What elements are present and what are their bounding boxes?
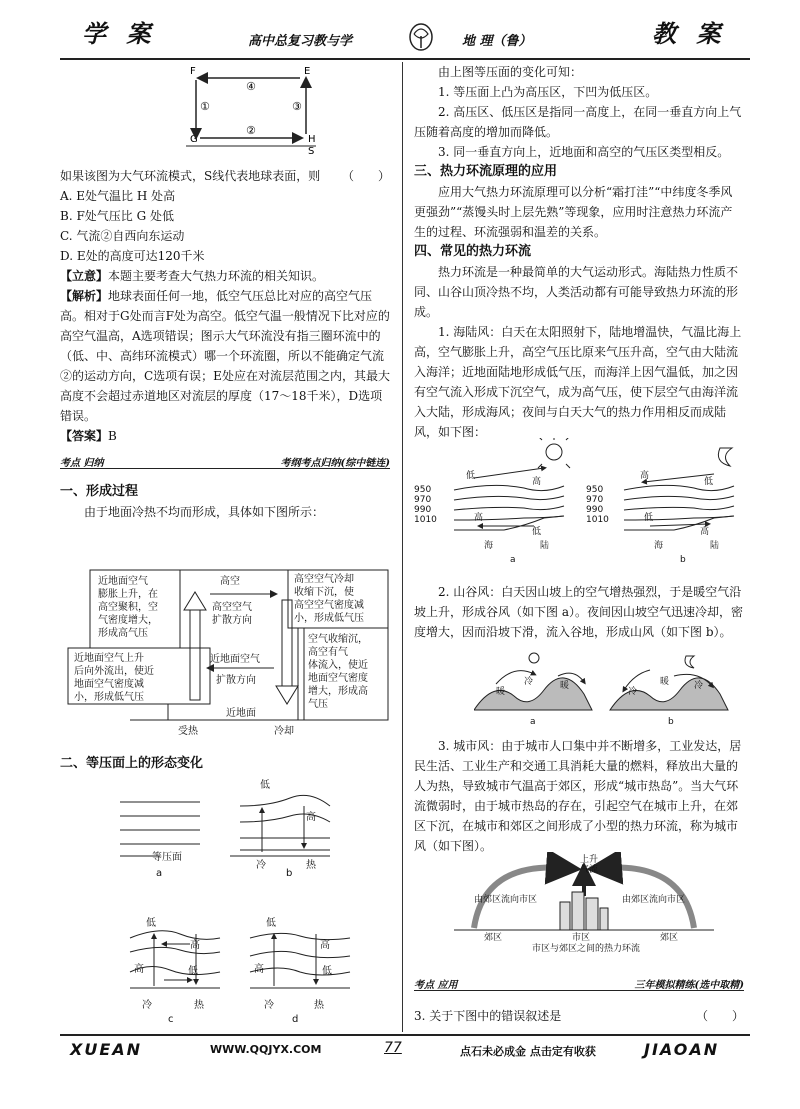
svg-text:小，形成低气压: 小，形成低气压 bbox=[294, 613, 364, 624]
svg-text:高: 高 bbox=[306, 812, 316, 823]
svg-text:海: 海 bbox=[654, 541, 664, 551]
svg-text:b: b bbox=[286, 868, 293, 879]
label-c1: ① bbox=[200, 100, 210, 113]
section-1 bbox=[60, 482, 390, 522]
option-c: C. 气流②自西向东运动 bbox=[60, 229, 185, 243]
section-1-text: 由于地面冷热不均而形成，具体如下图所示： bbox=[84, 505, 325, 519]
svg-text:高: 高 bbox=[320, 940, 330, 951]
svg-text:970: 970 bbox=[414, 495, 432, 505]
svg-text:高: 高 bbox=[134, 964, 144, 975]
svg-text:气密度增大，: 气密度增大， bbox=[98, 615, 158, 626]
svg-text:1010: 1010 bbox=[414, 515, 437, 525]
label-f: F bbox=[190, 66, 196, 77]
svg-text:陆: 陆 bbox=[710, 541, 720, 551]
section-1-title: 一、形成过程 bbox=[60, 484, 139, 499]
header-right-title: 教 案 bbox=[652, 20, 727, 48]
svg-text:高: 高 bbox=[640, 471, 650, 481]
label-c4: ④ bbox=[246, 80, 256, 93]
footer-right: JIAOAN bbox=[644, 1040, 720, 1059]
svg-text:低: 低 bbox=[644, 513, 654, 523]
svg-text:由郊区流向市区: 由郊区流向市区 bbox=[474, 895, 538, 905]
header-subject: 地 理（鲁） bbox=[462, 34, 532, 49]
svg-text:陆: 陆 bbox=[540, 541, 550, 551]
svg-text:a: a bbox=[530, 717, 536, 726]
svg-text:市区与郊区之间的热力环流: 市区与郊区之间的热力环流 bbox=[532, 944, 641, 952]
svg-text:冷: 冷 bbox=[524, 677, 534, 687]
svg-text:后向外流出，使近: 后向外流出，使近 bbox=[74, 666, 154, 677]
footer-url: WWW.QQJYX.COM bbox=[210, 1043, 322, 1056]
svg-text:冷: 冷 bbox=[264, 1000, 274, 1011]
svg-text:低: 低 bbox=[146, 918, 156, 929]
svg-text:990: 990 bbox=[414, 505, 432, 515]
svg-text:冷却: 冷却 bbox=[274, 726, 294, 737]
svg-text:高: 高 bbox=[254, 964, 264, 975]
svg-text:郊区: 郊区 bbox=[484, 933, 503, 943]
sea-land-breeze-text: 1. 海陆风：白天在太阳照射下，陆地增温快，气温比海上高，空气膨胀上升，高空气压比原来气压升高，空气由大陆流入海洋；近地面陆地形成低气压，而海洋上因气温低，加之因有空气流入形成下沉空气，成为高气压，使下层空气由海洋流入大陆，形成海风；夜间与白天大气的热力作用相反而成陆风，如下图： bbox=[414, 325, 742, 439]
svg-text:市区: 市区 bbox=[572, 933, 591, 943]
svg-text:b: b bbox=[668, 717, 674, 726]
svg-text:冷: 冷 bbox=[694, 681, 704, 691]
option-a: A. E处气温比 H 处高 bbox=[60, 189, 176, 203]
svg-text:950: 950 bbox=[586, 485, 604, 495]
svg-text:气流: 气流 bbox=[580, 865, 599, 875]
svg-text:高空空气密度减: 高空空气密度减 bbox=[294, 600, 364, 611]
svg-text:地面空气密度减: 地面空气密度减 bbox=[74, 679, 144, 690]
label-c2: ② bbox=[246, 124, 256, 137]
svg-text:由郊区流向市区: 由郊区流向市区 bbox=[622, 895, 686, 905]
svg-text:近地面空气: 近地面空气 bbox=[210, 654, 260, 665]
right-point-1: 1. 等压面上凸为高压区，下凹为低压区。 bbox=[438, 85, 658, 99]
svg-text:膨胀上升，在: 膨胀上升，在 bbox=[98, 589, 158, 600]
svg-text:低: 低 bbox=[322, 966, 332, 977]
svg-text:气压: 气压 bbox=[308, 699, 328, 710]
svg-text:低: 低 bbox=[466, 471, 476, 481]
svg-text:低: 低 bbox=[704, 477, 714, 487]
svg-text:等压面: 等压面 bbox=[152, 852, 182, 863]
section-4-intro: 热力环流是一种最简单的大气运动形式。海陆热力性质不同、山谷山顶冷热不均，人类活动都有可能导致热力环流的形成。 bbox=[414, 265, 739, 319]
svg-text:低: 低 bbox=[260, 780, 270, 791]
svg-text:高空聚积，空: 高空聚积，空 bbox=[98, 602, 158, 613]
intent-label: 【立意】 bbox=[60, 269, 109, 283]
valley-breeze-text: 2. 山谷风：白天因山坡上的空气增热强烈，于是暖空气沿坡上升，形成谷风（如下图 a）。夜间因山坡空气迅速冷却，密度增大，因而沿坡下滑，流入谷地，形成山风（如下图 b）。 bbox=[414, 585, 743, 639]
intent-text: 本题主要考查大气热力环流的相关知识。 bbox=[108, 269, 325, 283]
emblem-icon bbox=[408, 22, 434, 52]
svg-text:b: b bbox=[680, 555, 686, 565]
label-g: G bbox=[190, 134, 198, 145]
left-column bbox=[60, 62, 390, 446]
svg-text:高: 高 bbox=[700, 527, 710, 537]
band-summary: 考点 归纳 考纲考点归纳(综中链连) bbox=[60, 454, 390, 469]
footer-rule bbox=[60, 1034, 750, 1036]
question-1-stem: 如果该图为大气环流模式，S线代表地球表面，则 bbox=[60, 169, 321, 183]
column-divider bbox=[402, 62, 403, 1032]
header-rule bbox=[60, 58, 750, 60]
footer-slogan: 点石未必成金 点击定有收获 bbox=[460, 1045, 596, 1058]
answer-text: B bbox=[108, 429, 117, 443]
svg-text:1010: 1010 bbox=[586, 515, 609, 525]
right-point-2: 2. 高压区、低压区是指同一高度上，在同一垂直方向上气压随着高度的增加而降低。 bbox=[414, 105, 742, 139]
svg-text:暖: 暖 bbox=[560, 681, 570, 691]
right-column bbox=[414, 62, 744, 442]
svg-text:高: 高 bbox=[532, 477, 542, 487]
svg-text:近地面空气上升: 近地面空气上升 bbox=[74, 653, 144, 664]
label-e: E bbox=[304, 66, 311, 77]
svg-text:高空: 高空 bbox=[220, 576, 240, 587]
isobar-diagrams bbox=[60, 776, 390, 1026]
svg-text:a: a bbox=[156, 868, 163, 879]
label-h: H bbox=[308, 134, 316, 145]
page-footer bbox=[0, 1034, 800, 1064]
svg-text:受热: 受热 bbox=[178, 726, 198, 737]
section-2-title: 二、等压面上的形态变化 bbox=[60, 756, 204, 771]
svg-text:970: 970 bbox=[586, 495, 604, 505]
svg-text:冷: 冷 bbox=[628, 687, 638, 697]
question-3 bbox=[414, 1006, 744, 1026]
svg-text:扩散方向: 扩散方向 bbox=[216, 675, 256, 686]
page-number: 77 bbox=[384, 1040, 402, 1056]
svg-text:海: 海 bbox=[484, 541, 494, 551]
section-3-title: 三、热力环流原理的应用 bbox=[414, 164, 558, 179]
section-3-text: 应用大气热力环流原理可以分析“霜打洼”“中纬度冬季风更强劲”“蒸馒头时上层先熟”等现象，应用时注意热力环流产生的过程、环流强弱和温差的关系。 bbox=[414, 185, 733, 239]
question-3-stem: 3. 关于下图中的错误叙述是 bbox=[414, 1009, 562, 1023]
svg-text:c: c bbox=[168, 1014, 174, 1025]
circulation-box-diagram bbox=[60, 62, 390, 162]
question-3-blank: （ ） bbox=[695, 1009, 744, 1023]
svg-text:d: d bbox=[292, 1014, 299, 1025]
formation-diagram bbox=[60, 548, 390, 738]
label-s: S bbox=[308, 146, 315, 157]
analysis-text: 地球表面任何一地，低空气压总比对应的高空气压高。相对于G处而言F处为高空。低空气温一般情况下比对应的高空气温高，A选项错误；图示大气环流没有指三圈环流中的（低、中、高纬环流模式）哪一个环流圈，所以不能确定气流②的运动方向，C选项有误；E处应在对流层范围之内，其最大高度不会超过赤道地区对流层的厚度（17～18千米），D选项错误。 bbox=[60, 289, 390, 423]
city-text-block bbox=[414, 736, 744, 856]
footer-left: XUEAN bbox=[70, 1040, 143, 1059]
svg-text:高空空气: 高空空气 bbox=[212, 602, 252, 613]
valley-text-block bbox=[414, 582, 744, 642]
label-c3: ③ bbox=[292, 100, 302, 113]
sea-land-breeze-diagram bbox=[414, 438, 744, 568]
svg-text:高: 高 bbox=[190, 940, 200, 951]
option-d: D. E处的高度可达120千米 bbox=[60, 249, 205, 263]
svg-text:暖: 暖 bbox=[496, 687, 506, 697]
svg-text:热: 热 bbox=[314, 1000, 324, 1011]
page-header bbox=[0, 8, 800, 64]
svg-text:a: a bbox=[510, 555, 516, 565]
svg-text:小，形成低气压: 小，形成低气压 bbox=[74, 692, 144, 703]
svg-text:扩散方向: 扩散方向 bbox=[212, 615, 252, 626]
question-1-blank: （ ） bbox=[341, 169, 390, 183]
svg-text:冷: 冷 bbox=[142, 1000, 152, 1011]
svg-text:热: 热 bbox=[306, 860, 316, 871]
svg-text:低: 低 bbox=[532, 527, 542, 537]
svg-text:低: 低 bbox=[266, 918, 276, 929]
svg-text:990: 990 bbox=[586, 505, 604, 515]
valley-breeze-diagram bbox=[474, 650, 734, 726]
svg-text:高空空气冷却: 高空空气冷却 bbox=[294, 574, 354, 585]
right-intro-text: 由上图等压面的变化可知： bbox=[438, 65, 583, 79]
right-point-3: 3. 同一垂直方向上，近地面和高空的气压区类型相反。 bbox=[438, 145, 730, 159]
answer-label: 【答案】 bbox=[60, 429, 109, 443]
header-left-title: 学 案 bbox=[82, 20, 157, 48]
svg-text:950: 950 bbox=[414, 485, 432, 495]
svg-text:高: 高 bbox=[474, 513, 484, 523]
svg-text:上升: 上升 bbox=[580, 855, 599, 865]
header-center-title: 高中总复习教与学 bbox=[248, 34, 353, 49]
city-breeze-text: 3. 城市风：由于城市人口集中并不断增多，工业发达，居民生活、工业生产和交通工具消耗大量的燃料，释放出大量的人为热，导致城市气温高于郊区，形成“城市热岛”。当大气环流微弱时，由于城市热岛的存在，引起空气在城市上升，在郊区下沉，在城市和郊区之间形成了小型的热力环流，称为城市风（如下图）。 bbox=[414, 739, 742, 853]
svg-text:热: 热 bbox=[194, 1000, 204, 1011]
svg-text:增大，形成高: 增大，形成高 bbox=[308, 686, 368, 697]
svg-text:形成高气压: 形成高气压 bbox=[98, 628, 148, 639]
svg-text:近地面空气: 近地面空气 bbox=[98, 576, 148, 587]
option-b: B. F处气压比 G 处低 bbox=[60, 209, 174, 223]
svg-text:冷: 冷 bbox=[256, 860, 266, 871]
urban-heat-island-diagram bbox=[454, 852, 714, 952]
svg-text:收缩下沉，使: 收缩下沉，使 bbox=[294, 587, 354, 598]
svg-text:空气收缩沉，: 空气收缩沉， bbox=[308, 634, 368, 645]
analysis-label: 【解析】 bbox=[60, 289, 109, 303]
svg-text:郊区: 郊区 bbox=[660, 933, 679, 943]
band-application: 考点 应用 三年模拟精练(选中取精) bbox=[414, 976, 744, 991]
svg-text:高空有气: 高空有气 bbox=[308, 647, 348, 658]
svg-text:体流入，使近: 体流入，使近 bbox=[308, 660, 368, 671]
svg-text:低: 低 bbox=[188, 966, 198, 977]
section-4-title: 四、常见的热力环流 bbox=[414, 244, 532, 259]
svg-text:近地面: 近地面 bbox=[226, 708, 256, 719]
svg-text:地面空气密度: 地面空气密度 bbox=[308, 673, 368, 684]
svg-text:暖: 暖 bbox=[660, 677, 670, 687]
